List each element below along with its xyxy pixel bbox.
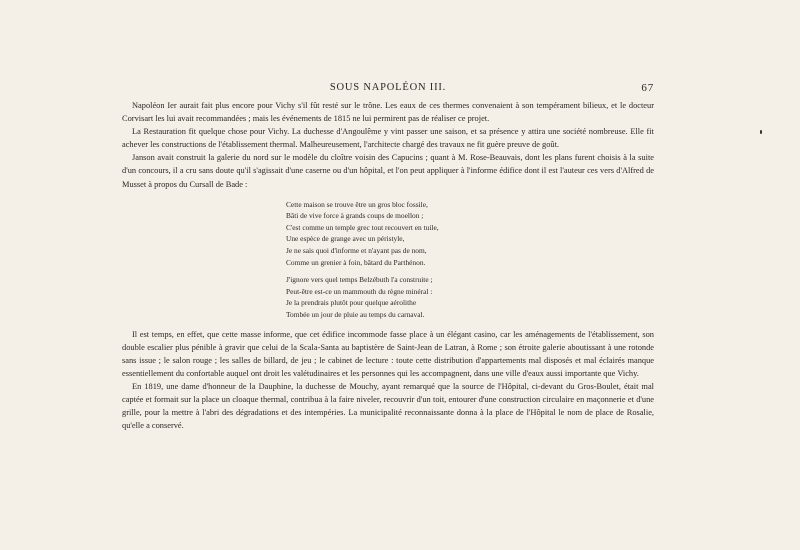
verse-stanza-2 <box>286 274 654 320</box>
verse-line: J'ignore vers quel temps Belzébuth l'a construite ; <box>286 275 433 285</box>
verse-quote <box>286 199 654 321</box>
page-number: 67 <box>641 82 654 94</box>
paragraph-janson: Janson avait construit la galerie du nord sur le modèle du cloître voisin des Capucins ; quant à M. Rose-Beauvais, dont les plans furent choisis à la suite d'un concours, il a cru sans doute qu'il s'agissait d'une caserne ou d'un hôpital, et l'on peut appliquer à l'informe édifice dont il est l'auteur ces vers d'Alfred de Musset à propos du Cursall de Bade : <box>122 153 654 189</box>
verse-line: Peut-être est-ce un mammouth du règne minéral : <box>286 286 433 296</box>
chapter-title: SOUS NAPOLÉON III. <box>329 82 447 93</box>
paragraph-casino: Il est temps, en effet, que cette masse informe, que cet édifice incommode fasse place à un élégant casino, car les aménagements de l'établissement, son double escalier plus pénible à gravir que celui de la Scala-Santa au baptistère de Saint-Jean de Latran, à Rome ; son étroite galerie aboutissant à une rotonde sans issue ; le salon rouge ; les salles de billard, de jeu ; le cabinet de lecture : toute cette distribution d'appartements mal disposés et mal éclairés manque essentiellement du confortable auquel ont droit les valétudinaires et les personnes qui les accompagnent, dans une ville d'eaux aussi importante que Vichy. <box>122 329 654 378</box>
verse-line: Je la prendrais plutôt pour quelque aérolithe <box>286 298 417 308</box>
verse-line: Une espèce de grange avec un péristyle, <box>286 234 405 244</box>
verse-line: C'est comme un temple grec tout recouvert en tuile, <box>286 222 439 232</box>
paragraph-napoleon: Napoléon Ier aurait fait plus encore pour Vichy s'il fût resté sur le trône. Les eaux de ces thermes convenaient à son tempérament bilieux, et le docteur Corvisart les lui avait recommandées ; mais les événements de 1815 ne lui permirent pas de réaliser ce projet. <box>122 101 654 124</box>
verse-line: Bâti de vive force à grands coups de moellon ; <box>286 211 424 221</box>
margin-mark <box>760 130 762 134</box>
verse-stanza-1 <box>286 199 654 269</box>
verse-line: Tombée un jour de pluie au temps du carnaval. <box>286 310 425 319</box>
verse-line: Comme un grenier à foin, bâtard du Parthénon. <box>286 257 426 267</box>
verse-line: Je ne sais quoi d'informe et n'ayant pas de nom, <box>286 246 427 256</box>
running-header <box>122 82 654 96</box>
paragraph-1819: En 1819, une dame d'honneur de la Dauphine, la duchesse de Mouchy, ayant remarqué que la source de l'Hôpital, ci-devant du Gros-Boulet, était mal captée et formait sur la place un cloaque thermal, contribua à la faire niveler, recouvrir d'un toit, entourer d'une construction circulaire en maçonnerie et d'une grille, pour la mettre à l'abri des dégradations et des intempéries. La municipalité reconnaissante donna à la place de l'Hôpital le nom de place de Rosalie, qu'elle a conservé. <box>122 381 654 431</box>
page-body <box>122 99 654 432</box>
paragraph-restauration: La Restauration fit quelque chose pour Vichy. La duchesse d'Angoulême y vint passer une saison, et sa présence y attira une société nombreuse. Elle fit achever les constructions de l'établissement thermal. Malheureusement, l'architecte chargé des travaux ne fit guère preuve de goût. <box>122 127 654 150</box>
verse-line: Cette maison se trouve être un gros bloc fossile, <box>286 199 428 209</box>
